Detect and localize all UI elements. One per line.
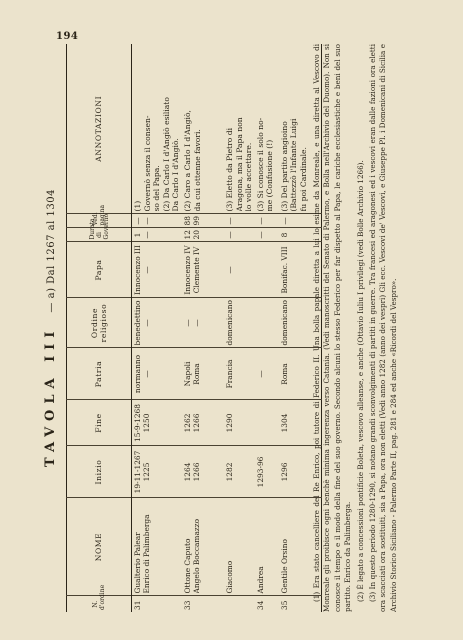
col-header-fine: Fine [67,400,132,446]
note-line: (3) Del partito angioino [279,121,289,212]
col-header-n: N. d'ordine [67,596,132,612]
cell-fine [132,400,182,446]
cell-patria-line: normanno [133,354,142,394]
page-number: 194 [56,31,79,42]
cell-ordine [182,298,224,348]
cell-patria-line: — [142,370,152,378]
note-line: (3) Si conosce il solo no- [255,117,265,212]
cell-durata-line: 1 [133,232,142,238]
cell-nome: Andrea [255,498,279,596]
cell-ordine [132,298,182,348]
cell-fine: 1304 [279,400,322,446]
rotated-page-content [36,44,434,612]
cell-fine: 1290 [224,400,255,446]
table-row [255,44,279,612]
table-row [224,44,255,612]
cell-papa: Bonifac. VIII [279,242,322,298]
footnote-2: (2) È legato a concessioni pontificie Boleta, vescovo alleanse, e anche (Ottavio Iuliu I privilegi (vedi Bolle Archivio 1266). [355,160,365,602]
cell-durata-line: 12 [182,230,192,240]
cell-papa [132,242,182,298]
footnote-3: (3) In questo periodo 1280-1290, si notano grandi sconvolgimenti di partiti in guerre. Tra francesi ed aragonesi ed i vescovi eran dalle fazioni ora eletti ora scacciati ora sostituiti, sia a Papa, ora non eletti (Vedi anno 1282 (anno dei vespri) Gli ecc. Vescovi de' Vescovi, e Giuseppe Pl. i Domenicani di Sicilia e Archivio Storico Siciliano - Palermo Parte II, pag. 281 e 284 ed anche «Ricordi del Vespro». [368,44,398,612]
cell-patria-line: Roma [192,363,202,385]
cell-nome [182,498,224,596]
cell-inizio: 1282 [224,446,255,498]
cell-ordine-line: — [192,319,202,327]
col-header-vedi: Vedi pagina [67,214,132,228]
note-line: (1) [133,200,142,212]
cell-vedi [132,214,182,228]
cell-durata: — [224,228,255,242]
note-line: me (Confusione (!) [265,139,275,212]
cell-n: 31 [133,600,142,610]
cell-vedi-line: 88 [182,216,192,226]
cell-inizio-line: 1266 [192,462,202,482]
cell-inizio: 1293-96 [255,446,279,498]
cell-patria [132,348,182,400]
cell-nome: Gentile Orsino [279,498,322,596]
cell-nome-line: Enrico di Palimberga [142,514,152,594]
cell-nome [132,498,182,596]
cell-durata [182,228,224,242]
cell-vedi [182,214,224,228]
cell-papa [255,242,279,298]
note-line: (3) Eletto da Pietro di [224,127,234,212]
cell-fine [182,400,224,446]
cell-vedi-line: — [133,217,142,225]
cell-annotazioni [224,44,255,214]
note-line: so del Papa. [152,165,162,212]
table-title [36,44,62,612]
cell-ordine-line: — [182,319,192,327]
cell-ordine [255,298,279,348]
col-header-nome: NOME [67,498,132,596]
cell-durata: — [255,228,279,242]
cell-n: 35 [279,600,289,610]
cell-n [224,596,255,612]
col-header-durata: Durata di Governo [67,228,132,242]
cell-nome-line: Ottone Caputo [182,538,192,594]
footnotes [312,44,401,612]
note-line: Aragona, ma il Papa non [234,117,244,212]
col-header-papa: Papa [67,242,132,298]
cell-patria [182,348,224,400]
cell-ordine-line: benedettino [133,300,142,346]
cell-ordine: domenicano [279,298,322,348]
cell-inizio-line: 1225 [142,462,152,482]
cell-nome-line: Angelo Boccamazzo [192,518,202,594]
col-header-patria: Patria [67,348,132,400]
note-line: lo volle accettare. [244,142,254,212]
cell-fine [255,400,279,446]
cell-papa-line: Clemente IV [192,246,202,294]
cell-patria-line: Napoli [182,361,192,387]
cell-vedi: — [224,214,255,228]
cell-vedi: — [279,214,322,228]
cell-annotazioni [255,44,279,214]
cell-annotazioni [132,44,182,214]
note-line: Governò senza il consen- [142,115,152,212]
col-header-inizio: Inizio [67,446,132,498]
cell-fine-line: 1262 [182,413,192,433]
cell-ordine-line: — [142,319,152,327]
cell-durata [132,228,182,242]
note-line: da cui ottenne favori. [192,129,202,212]
col-header-annotazioni: ANNOTAZIONI [67,44,132,214]
cell-patria: — [255,348,279,400]
cell-nome: Giacomo [224,498,255,596]
cell-papa: — [224,242,255,298]
cell-inizio: 1296 [279,446,322,498]
note-line: (Battezzò l'Infante Luigi [289,118,299,212]
table-title-main: TAVOLA III [43,325,58,467]
cell-nome-line: Gualterio Palear [133,532,142,594]
cell-vedi-line: 99 [192,216,202,226]
table-row [182,44,224,612]
note-line: fu poi Cardinale. [298,147,308,212]
cell-inizio [132,446,182,498]
cell-ordine: domenicano [224,298,255,348]
cell-vedi-line: — [142,217,152,225]
note-line: (2) Caro a Carlo I d'Angiò, [182,110,192,212]
bishops-table [66,44,322,612]
cell-patria: Roma [279,348,322,400]
cell-papa-line: — [142,266,152,274]
cell-fine-line: 1250 [142,413,152,433]
cell-durata: 8 [279,228,322,242]
cell-inizio-line: 19-11-1267 [133,450,142,494]
cell-n-line: 33 [182,600,192,610]
table-row [132,44,182,612]
cell-inizio [182,446,224,498]
cell-inizio-line: 1264 [182,462,192,482]
note-line: Da Carlo I d'Angiò. [171,138,181,212]
cell-papa-line: Innocenzo IV [182,245,192,295]
col-header-ordine: Ordine religioso [67,298,132,348]
cell-durata-line: — [142,231,152,239]
cell-n: 34 [255,600,265,610]
cell-annotazioni [182,44,224,214]
cell-n [182,596,224,612]
note-line: (2) Da Carlo I d'Angiò esiliato [161,97,171,212]
cell-fine-line: 15-9-1268 [133,404,142,442]
cell-fine-line: 1266 [192,413,202,433]
table-header-row [67,44,132,612]
footnote-1: (1) Era stato cancelliere del Re Enrico, poi tutore di Federico II. Una bolla papale diretta a lui lo esime da Monreale, e una diretta al Vescovo di Monreale gli proibisce ogni benchè minima ingerenza verso Catania. (Vedi manoscritti del Senato di Palermo, e Bolla nell'Archivio del Duomo). Non si conosce il tempo e il modo della fine del suo governo. Secondo alcuni lo stesso Federico per far dispetto al Papa, le cariche ecclesiastiche e beni del suo partito. Enrico da Palimberga. [312,44,353,612]
cell-durata-line: 20 [192,230,202,240]
cell-vedi: — [255,214,279,228]
cell-papa-line: Innocenzo III [133,245,142,295]
cell-papa [182,242,224,298]
table-title-subtitle: — a) Dal 1267 al 1304 [46,189,57,313]
cell-patria: Francia [224,348,255,400]
